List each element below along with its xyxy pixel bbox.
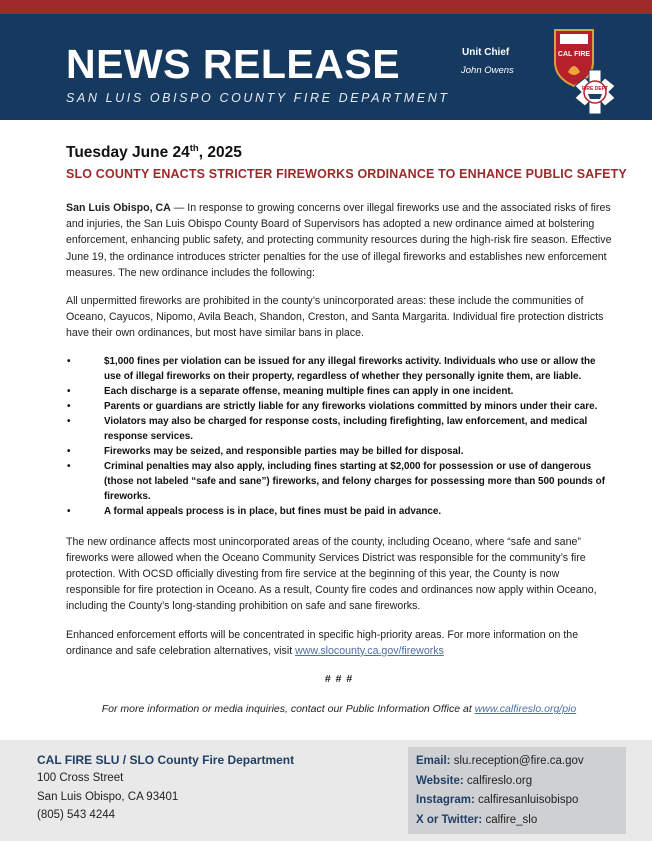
list-item: • Each discharge is a separate offense, meaning multiple fines can apply in one incident. (67, 385, 514, 397)
end-mark: # # # (324, 673, 354, 686)
release-body (66, 200, 612, 717)
media-contact-line: For more information or media inquiries, contact our Public Information Office at www.calfireslo.org/pio (101, 703, 577, 716)
footer-phone: (805) 543 4244 (37, 809, 116, 821)
website-link[interactable]: calfireslo.org (466, 774, 533, 787)
fire-dept-logo (571, 68, 619, 116)
footer-address-line2: San Luis Obispo, CA 93401 (37, 791, 179, 803)
x-link[interactable]: calfire_slo (485, 813, 538, 826)
dateline: San Luis Obispo, CA (66, 202, 171, 214)
instagram-link[interactable]: calfiresanluisobispo (478, 794, 579, 806)
enforcement-paragraph: Enhanced enforcement efforts will be concentrated in specific high-priority areas. For more information on the ordinance and safe celebration alternatives, visit www.slocounty.ca.gov/fireworks (66, 628, 579, 657)
fireworks-info-link[interactable]: www.slocounty.ca.gov/fireworks (295, 644, 444, 657)
email-link[interactable]: slu.reception@fire.ca.gov (453, 755, 584, 767)
cal-fire-logo-text: CAL FIRE (557, 51, 591, 58)
list-item: • A formal appeals process is in place, but fines must be paid in advance. (67, 505, 442, 517)
footer-instagram: Instagram: calfiresanluisobispo (416, 794, 579, 806)
footer-email: Email: slu.reception@fire.ca.gov (416, 755, 584, 767)
footer-org-name: CAL FIRE SLU / SLO County Fire Department (37, 753, 295, 767)
header-banner (0, 14, 652, 120)
release-headline: SLO COUNTY ENACTS STRICTER FIREWORKS ORDINANCE TO ENHANCE PUBLIC SAFETY (66, 167, 627, 181)
intro-paragraph: San Luis Obispo, CA — In response to growing concerns over illegal fireworks use and the associated risks of fires and injuries, the San Luis Obispo County Board of Supervisors has adopted a new ordinance aimed at bolstering enforcement, enhancing public safety, and protecting community resources during the high-risk fire season. Effective June 19, the ordinance introduces stricter penalties for the use of illegal fireworks and establishes new enforcement measures. The new ordinance includes the following: (66, 202, 612, 279)
footer-x: X or Twitter: calfire_slo (416, 813, 538, 826)
prohibition-paragraph: All unpermitted fireworks are prohibited in the county’s unincorporated areas: these include the communities of Oceano, Cayucos, Nipomo, Avila Beach, Shandon, Creston, and Santa Margarita. Individual fire protection districts have their own ordinances, but most have similar bans in place. (66, 295, 604, 340)
unit-chief-title: Unit Chief (462, 47, 510, 58)
footer (0, 740, 652, 841)
list-item: • Violators may also be charged for response costs, including firefighting, law enforcement, and medical response services. (67, 415, 588, 442)
pio-link[interactable]: www.calfireslo.org/pio (474, 703, 577, 716)
ordinance-bullet-list (67, 354, 612, 519)
list-item: • Criminal penalties may also apply, including fines starting at $2,000 for possession or use of dangerous (those not labeled “safe and sane”) fireworks, and felony charges for possessing more than 500 pounds of fireworks. (67, 460, 605, 502)
list-item: • Fireworks may be seized, and responsible parties may be billed for disposal. (67, 445, 464, 457)
page-title: NEWS RELEASE (66, 41, 401, 87)
release-date: Tuesday June 24th, 2025 (66, 143, 242, 162)
fire-dept-logo-text: FIRE DEPT (581, 86, 609, 92)
unit-chief-name: John Owens (461, 65, 514, 76)
department-subtitle: SAN LUIS OBISPO COUNTY FIRE DEPARTMENT (66, 91, 450, 105)
footer-website: Website: calfireslo.org (416, 774, 533, 787)
oceano-paragraph: The new ordinance affects most unincorporated areas of the county, including Oceano, where “safe and sane” fireworks were allowed when the Oceano Community Services District was responsible for the community’s fire protection. With OCSD officially divesting from fire service at the beginning of this year, the County is now responsible for fire protection in Oceano. As a result, County fire codes and ordinances now apply within Oceano, including the County’s long-standing prohibition on safe and sane fireworks. (66, 535, 597, 613)
top-stripe (0, 0, 652, 14)
list-item: • Parents or guardians are strictly liable for any fireworks violations committed by minors under their care. (67, 400, 598, 412)
footer-address-line1: 100 Cross Street (37, 772, 124, 784)
list-item: • $1,000 fines per violation can be issued for any illegal fireworks activity. Individuals who use or allow the use of illegal fireworks on their property, regardless of whether they personally ignite them, are liable. (67, 355, 596, 382)
footer-contact-box (408, 747, 626, 834)
